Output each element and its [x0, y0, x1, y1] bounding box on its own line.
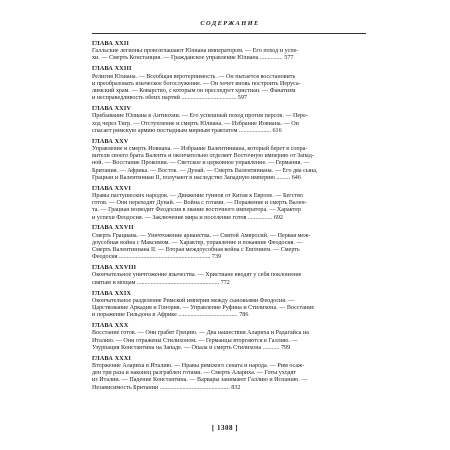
- chapter-summary-line: ход через Тигр. — Отступление и смерть Юлиана. — Избрание Иовиана. — Он: [92, 120, 299, 127]
- table-of-contents: [92, 41, 366, 392]
- chapter-summary-line: готов. — Они переходят Дунай. — Война с готами. — Поражение и смерть Вален-: [92, 200, 307, 207]
- chapter-title: ГЛАВА XXVII: [92, 225, 134, 232]
- toc-entry: [92, 225, 366, 261]
- chapter-summary-line: спасает римскую армию постыдным мирным трактатом ..................... 616: [92, 127, 282, 134]
- chapter-summary-line: Пребывание Юлиана в Антиохии. — Его успешный поход против персов. — Пере-: [92, 113, 308, 120]
- chapter-summary-line: святым и мощам ...................................................... 772: [92, 279, 230, 286]
- chapter-summary-line: Царствование Аркадия и Гонория. — Управление Руфина и Стилихона. — Восстание: [92, 305, 315, 312]
- chapter-title: ГЛАВА XXV: [92, 138, 129, 145]
- chapter-summary-line: хи. — Смерть Констанция. — Гражданское управление Юлиана ............... 577: [92, 55, 294, 62]
- chapter-summary-line: доусобная война с Максимом. — Характер, управление и покаяние Феодосия. —: [92, 239, 303, 246]
- chapter-summary-line: Грациан и Валентиниан II, получают в наследство Западную империю ......... 646: [92, 174, 301, 181]
- page-number: [ 1308 ]: [211, 424, 239, 432]
- chapter-summary-line: Смерть Грациана. — Уничтожение арианства. — Святой Амвросий. — Первая меж-: [92, 232, 311, 239]
- chapter-title: ГЛАВА XXIX: [92, 290, 132, 297]
- chapter-summary-line: Окончательное уничтожение язычества. — Христиане вводят у себя поклонение: [92, 272, 302, 279]
- chapter-summary-line: вители своего брата Валента и окончательно отделяет Восточную империю от Запад-: [92, 153, 314, 160]
- chapter-summary-line: Британия. — Африка. — Восток. — Дунай. — Смерть Валентиниана. — Его два сына,: [92, 167, 318, 174]
- toc-entry: [92, 186, 366, 222]
- header-rule: [92, 33, 366, 34]
- chapter-summary-line: и несправедливость обеих партий .................................... 597: [92, 95, 247, 102]
- chapter-title: ГЛАВА XXIV: [92, 106, 132, 113]
- toc-entry: [92, 356, 366, 392]
- chapter-title: ГЛАВА XXII: [92, 41, 130, 47]
- toc-entry: [92, 291, 366, 320]
- chapter-summary-line: и преобразовать языческое богослужение. — Он хочет вновь построить Иеруса-: [92, 80, 301, 87]
- chapter-summary-line: Независимость Британии .............................................. 832: [92, 384, 241, 391]
- chapter-title: ГЛАВА XXIII: [92, 66, 132, 73]
- chapter-summary-line: Галльские легионы провозглашают Юлиана императором. — Его поход и успе-: [92, 48, 299, 55]
- chapter-summary-line: Узурпация Константина на Западе. — Опала и смерть Стилихона ........... 799: [92, 344, 291, 351]
- chapter-title: ГЛАВА XXX: [92, 323, 129, 330]
- chapter-summary-line: Феодосия ............................................................ 739: [92, 254, 222, 261]
- chapter-summary-line: Управление и смерть Иовиана. — Избрание Валентиниана, который берет в сопра-: [92, 145, 308, 152]
- chapter-summary-line: и поражение Гильдона в Африке ....................................... 786: [92, 312, 249, 319]
- toc-entry: [92, 139, 366, 182]
- chapter-title: ГЛАВА XXVIII: [92, 265, 137, 272]
- chapter-summary-line: Нравы пастушеских народов. — Движение гуннов от Китая к Европе. — Бегство: [92, 192, 303, 199]
- toc-entry: [92, 66, 366, 102]
- chapter-title: ГЛАВА XXXI: [92, 355, 132, 362]
- chapter-summary-line: из Италии. — Падение Константина. — Варвары занимают Галлию и Испанию. —: [92, 377, 308, 384]
- chapter-summary-line: и успехи Феодосия. — Заключение мира и поселение готов ................ 692: [92, 214, 283, 221]
- toc-entry: [92, 323, 366, 352]
- toc-entry: [92, 41, 366, 63]
- chapter-summary-line: Окончательное разделение Римской империи между сыновьями Феодосия. —: [92, 297, 295, 304]
- chapter-summary-line: Восстание готов. — Они грабят Грецию. — Два нашествия Алариха и Радагайса на: [92, 330, 309, 337]
- chapter-summary-line: Смерть Валентиниана II. — Вторая междоусобная война с Евгением. — Смерть: [92, 247, 300, 254]
- chapter-summary-line: та. — Грациан возводит Феодосия в звание восточного императора. — Характер: [92, 207, 301, 214]
- chapter-title: ГЛАВА XXVI: [92, 185, 132, 192]
- chapter-summary-line: Религия Юлиана. — Всеобщая веротерпимость. — Он пытается восстановить: [92, 73, 296, 80]
- chapter-summary-line: Вторжение Алариха в Италию. — Нравы римского сената и народа. — Рим осаж-: [92, 362, 305, 369]
- page-header: СОДЕРЖАНИЕ: [200, 20, 260, 27]
- toc-entry: [92, 265, 366, 287]
- chapter-summary-line: Италию. — Они отражены Стилихоном. — Германцы вторгаются в Галлию. —: [92, 337, 298, 344]
- chapter-summary-line: ден три раза и наконец разграблен готами. — Смерть Алариха. — Готы уходят: [92, 370, 297, 377]
- chapter-summary-line: ной. — Восстание Прокопия. — Светское и церковное управление. — Германия. —: [92, 160, 310, 167]
- chapter-summary-line: лимский храм. — Коварство, с которым он преследует христиан. — Фанатизм: [92, 88, 296, 94]
- toc-entry: [92, 106, 366, 135]
